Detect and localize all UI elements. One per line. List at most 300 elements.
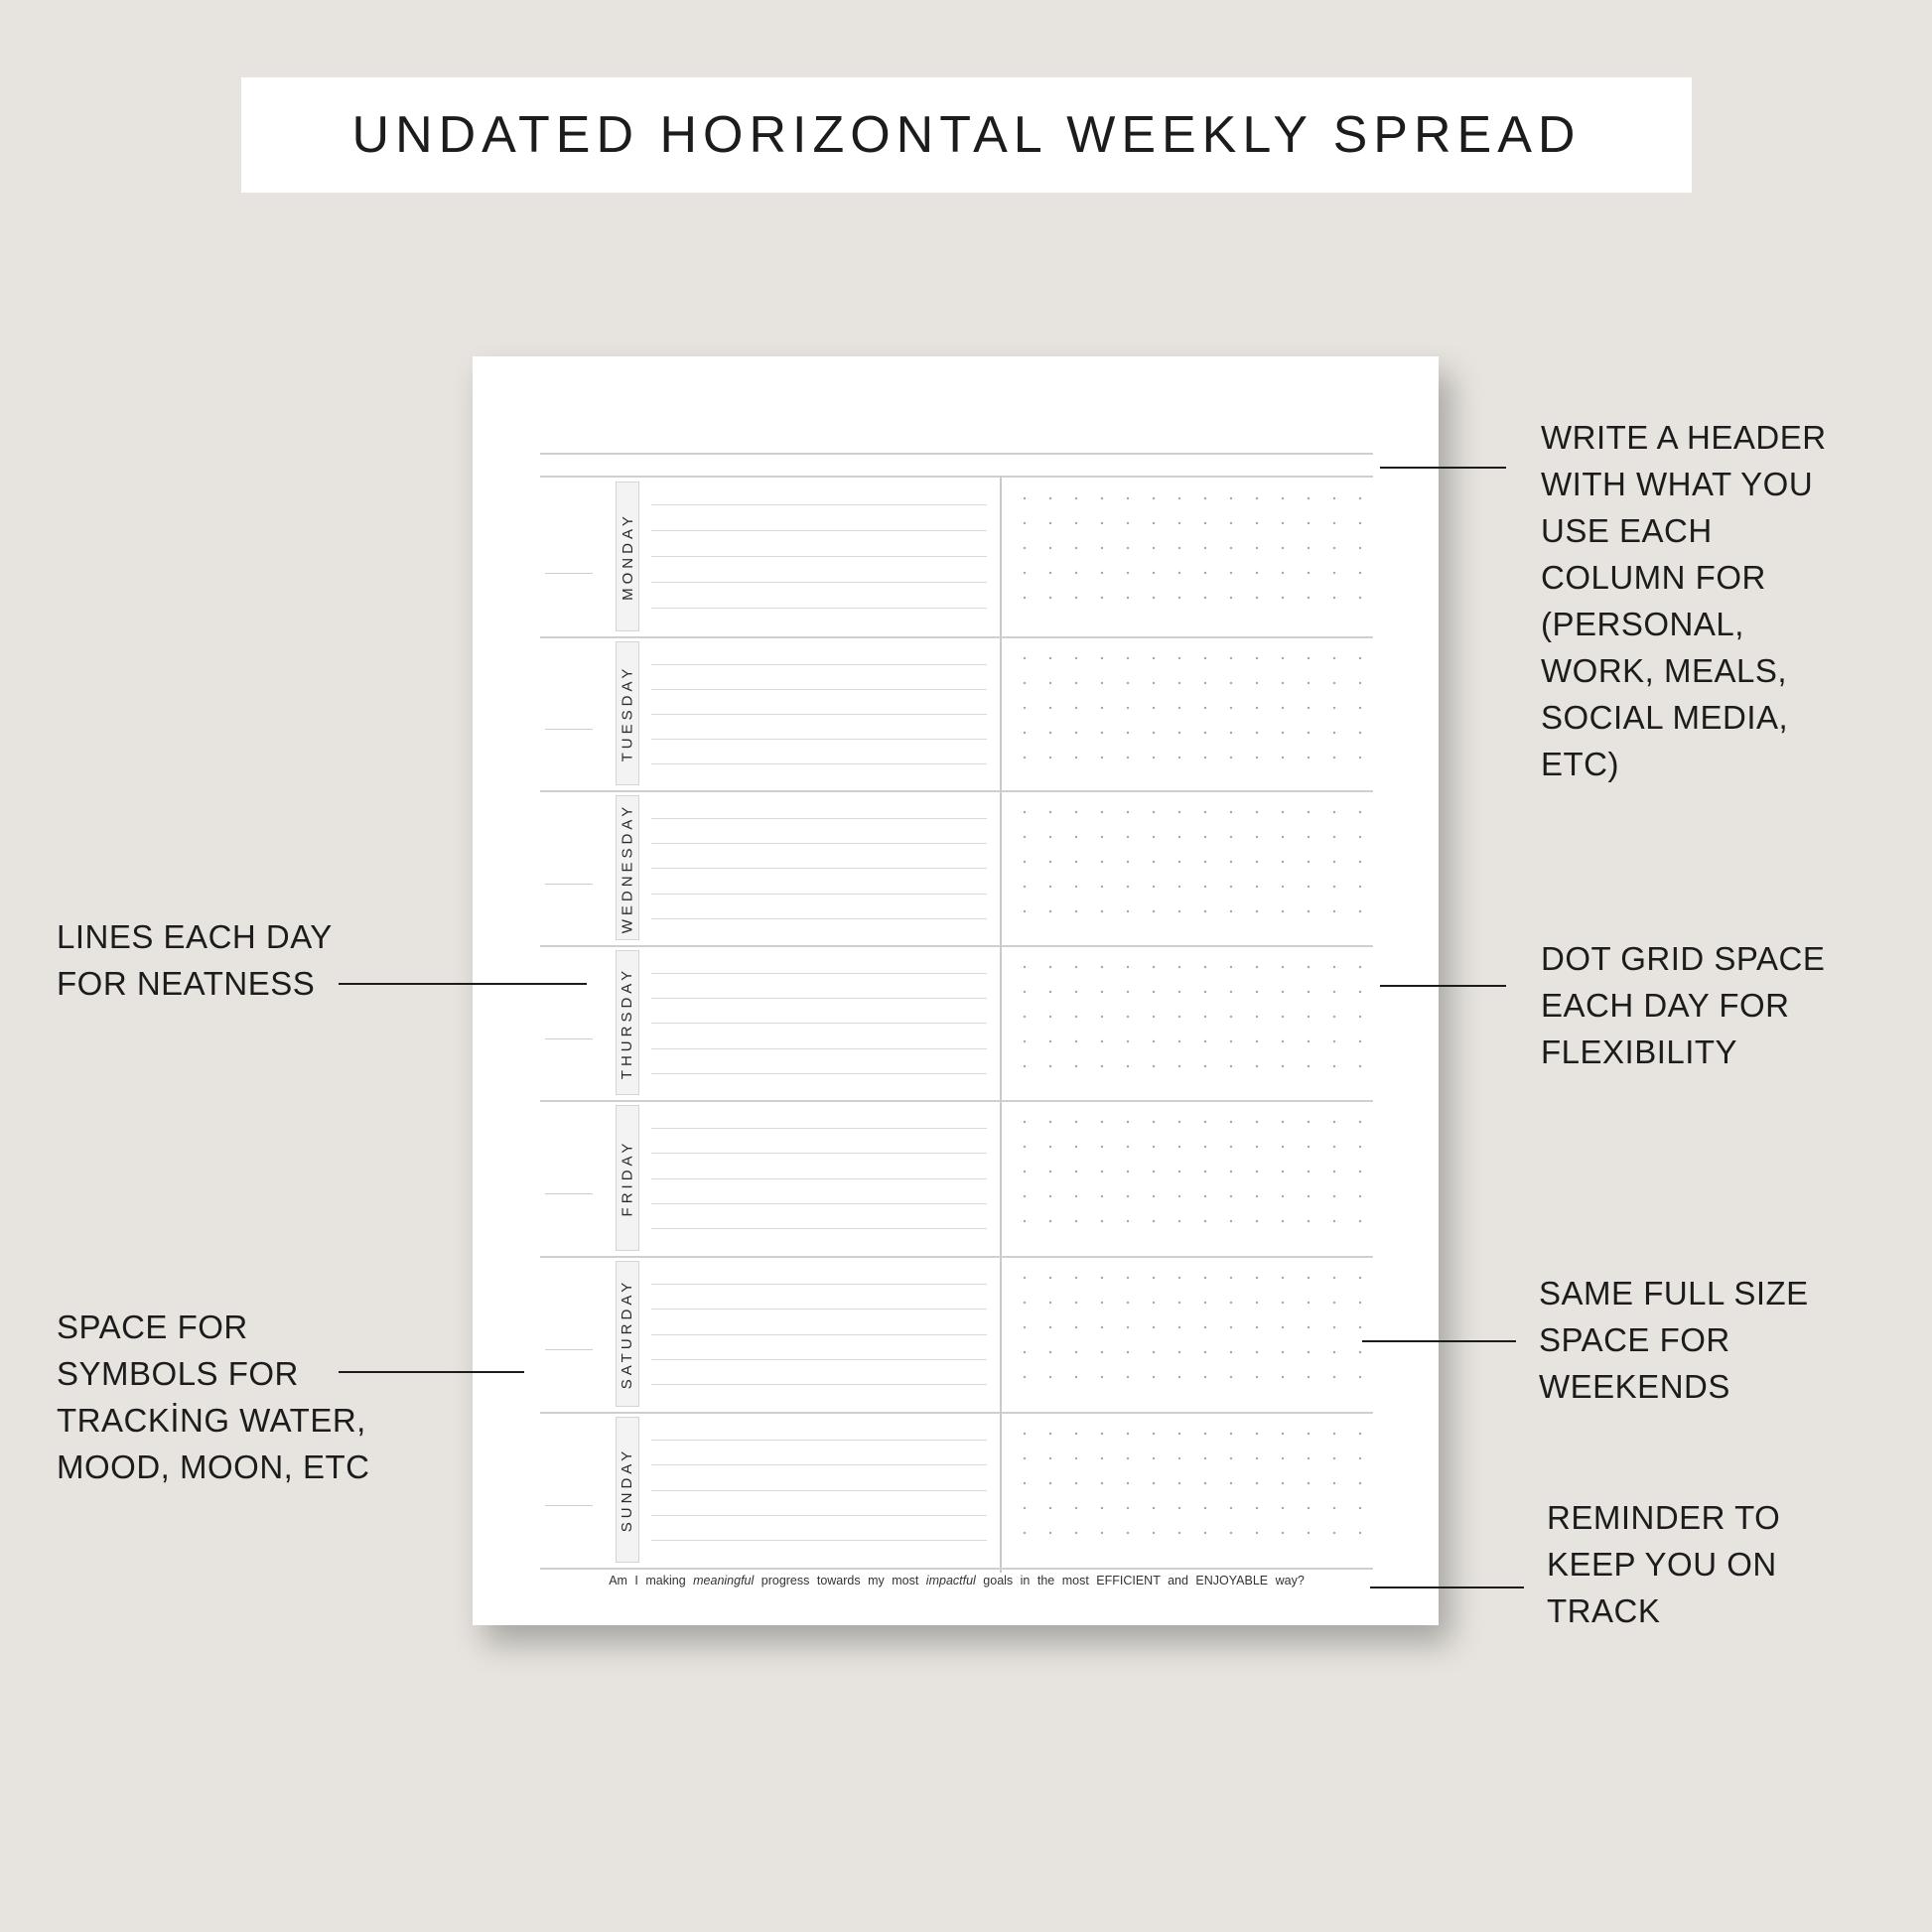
grid-dot bbox=[1256, 682, 1258, 684]
grid-dot bbox=[1256, 547, 1258, 549]
grid-dot bbox=[1282, 657, 1284, 659]
grid-dot bbox=[1282, 522, 1284, 524]
writing-line bbox=[651, 868, 987, 869]
grid-dot bbox=[1153, 1195, 1155, 1197]
grid-dot bbox=[1153, 811, 1155, 813]
annotation-line: SYMBOLS FOR bbox=[57, 1355, 299, 1392]
annotation-line: LINES EACH DAY bbox=[57, 918, 333, 955]
grid-dot bbox=[1153, 1376, 1155, 1378]
grid-dot bbox=[1204, 707, 1206, 709]
grid-dot bbox=[1308, 1482, 1310, 1484]
grid-dot bbox=[1359, 991, 1361, 993]
grid-dot bbox=[1282, 1376, 1284, 1378]
grid-dot bbox=[1075, 572, 1077, 574]
grid-dot bbox=[1282, 1065, 1284, 1067]
grid-dot bbox=[1153, 1302, 1155, 1304]
grid-dot bbox=[1153, 910, 1155, 912]
grid-dot bbox=[1308, 861, 1310, 863]
grid-dot bbox=[1075, 1433, 1077, 1435]
grid-dot bbox=[1075, 991, 1077, 993]
day-separator bbox=[540, 636, 1373, 638]
grid-dot bbox=[1178, 1302, 1180, 1304]
grid-dot bbox=[1230, 1121, 1232, 1123]
grid-dot bbox=[1308, 1195, 1310, 1197]
grid-dot bbox=[1359, 1220, 1361, 1222]
grid-dot bbox=[1075, 657, 1077, 659]
grid-dot bbox=[1204, 572, 1206, 574]
grid-dot bbox=[1204, 1171, 1206, 1173]
title-banner bbox=[241, 77, 1692, 193]
grid-dot bbox=[1153, 707, 1155, 709]
grid-dot bbox=[1101, 886, 1103, 888]
grid-dot bbox=[1204, 497, 1206, 499]
grid-dot bbox=[1256, 991, 1258, 993]
grid-dot bbox=[1049, 572, 1051, 574]
grid-dot bbox=[1230, 757, 1232, 759]
grid-dot bbox=[1230, 1220, 1232, 1222]
grid-dot bbox=[1282, 1121, 1284, 1123]
grid-dot bbox=[1049, 597, 1051, 599]
grid-dot bbox=[1153, 657, 1155, 659]
grid-dot bbox=[1075, 836, 1077, 838]
grid-dot bbox=[1333, 910, 1335, 912]
grid-dot bbox=[1101, 1121, 1103, 1123]
grid-dot bbox=[1230, 572, 1232, 574]
grid-dot bbox=[1178, 572, 1180, 574]
grid-dot bbox=[1024, 1277, 1026, 1279]
writing-line bbox=[651, 998, 987, 999]
grid-dot bbox=[1075, 1040, 1077, 1042]
grid-dot bbox=[1178, 1040, 1180, 1042]
grid-dot bbox=[1101, 861, 1103, 863]
grid-dot bbox=[1024, 1457, 1026, 1459]
grid-dot bbox=[1127, 682, 1129, 684]
annotation-dotgrid bbox=[1541, 935, 1825, 1075]
annotation-line: COLUMN FOR bbox=[1541, 559, 1766, 596]
grid-dot bbox=[1024, 1532, 1026, 1534]
grid-dot bbox=[1153, 886, 1155, 888]
grid-dot bbox=[1333, 1040, 1335, 1042]
grid-dot bbox=[1230, 811, 1232, 813]
writing-line bbox=[651, 1048, 987, 1049]
grid-dot bbox=[1333, 1277, 1335, 1279]
grid-dot bbox=[1333, 732, 1335, 734]
grid-dot bbox=[1282, 707, 1284, 709]
grid-dot bbox=[1178, 1065, 1180, 1067]
grid-dot bbox=[1230, 991, 1232, 993]
annotation-line: DOT GRID SPACE bbox=[1541, 940, 1826, 977]
grid-dot bbox=[1333, 861, 1335, 863]
grid-dot bbox=[1127, 1121, 1129, 1123]
footer-text-1: Am I making bbox=[609, 1574, 694, 1587]
grid-dot bbox=[1204, 1326, 1206, 1328]
grid-dot bbox=[1101, 1376, 1103, 1378]
grid-dot bbox=[1359, 1433, 1361, 1435]
day-tab bbox=[616, 795, 639, 940]
grid-dot bbox=[1230, 1507, 1232, 1509]
grid-dot bbox=[1127, 836, 1129, 838]
grid-dot bbox=[1153, 1326, 1155, 1328]
grid-dot bbox=[1101, 1195, 1103, 1197]
grid-dot bbox=[1204, 1457, 1206, 1459]
grid-dot bbox=[1282, 1326, 1284, 1328]
grid-dot bbox=[1127, 1277, 1129, 1279]
grid-dot bbox=[1049, 1376, 1051, 1378]
writing-line bbox=[651, 1384, 987, 1385]
annotation-line: FOR NEATNESS bbox=[57, 965, 316, 1002]
grid-dot bbox=[1024, 1302, 1026, 1304]
grid-dot bbox=[1153, 836, 1155, 838]
grid-dot bbox=[1178, 707, 1180, 709]
grid-dot bbox=[1359, 1065, 1361, 1067]
grid-dot bbox=[1178, 861, 1180, 863]
grid-dot bbox=[1101, 1433, 1103, 1435]
grid-dot bbox=[1101, 572, 1103, 574]
writing-line bbox=[651, 608, 987, 609]
symbol-tracker-line bbox=[545, 1193, 593, 1194]
grid-dot bbox=[1127, 966, 1129, 968]
writing-line bbox=[651, 1178, 987, 1179]
grid-dot bbox=[1230, 836, 1232, 838]
grid-dot bbox=[1178, 1351, 1180, 1353]
leader-symbols bbox=[339, 1371, 524, 1373]
grid-dot bbox=[1075, 966, 1077, 968]
grid-dot bbox=[1230, 1171, 1232, 1173]
grid-dot bbox=[1153, 522, 1155, 524]
grid-dot bbox=[1359, 522, 1361, 524]
grid-dot bbox=[1333, 572, 1335, 574]
grid-dot bbox=[1024, 1195, 1026, 1197]
grid-dot bbox=[1333, 1065, 1335, 1067]
grid-dot bbox=[1049, 1302, 1051, 1304]
grid-dot bbox=[1282, 1302, 1284, 1304]
grid-dot bbox=[1204, 757, 1206, 759]
grid-dot bbox=[1178, 1507, 1180, 1509]
grid-dot bbox=[1333, 1016, 1335, 1018]
grid-dot bbox=[1204, 1065, 1206, 1067]
grid-dot bbox=[1075, 1351, 1077, 1353]
grid-dot bbox=[1024, 657, 1026, 659]
grid-dot bbox=[1127, 910, 1129, 912]
grid-dot bbox=[1256, 497, 1258, 499]
annotation-line: SPACE FOR bbox=[57, 1309, 248, 1345]
grid-dot bbox=[1101, 991, 1103, 993]
symbol-tracker-line bbox=[545, 1505, 593, 1506]
grid-dot bbox=[1256, 1302, 1258, 1304]
grid-dot bbox=[1178, 1016, 1180, 1018]
grid-dot bbox=[1127, 1433, 1129, 1435]
grid-dot bbox=[1204, 836, 1206, 838]
grid-dot bbox=[1230, 1351, 1232, 1353]
grid-dot bbox=[1101, 966, 1103, 968]
grid-dot bbox=[1333, 1326, 1335, 1328]
grid-dot bbox=[1333, 1302, 1335, 1304]
day-separator bbox=[540, 790, 1373, 792]
footer-text-2: progress towards my most bbox=[754, 1574, 926, 1587]
grid-dot bbox=[1204, 1040, 1206, 1042]
grid-dot bbox=[1282, 757, 1284, 759]
grid-dot bbox=[1359, 1482, 1361, 1484]
grid-dot bbox=[1204, 1433, 1206, 1435]
grid-dot bbox=[1256, 1326, 1258, 1328]
day-tab bbox=[616, 1261, 639, 1407]
grid-dot bbox=[1230, 1195, 1232, 1197]
grid-dot bbox=[1153, 966, 1155, 968]
grid-dot bbox=[1075, 732, 1077, 734]
annotation-line: SPACE FOR bbox=[1539, 1321, 1730, 1358]
grid-dot bbox=[1308, 886, 1310, 888]
grid-dot bbox=[1256, 1065, 1258, 1067]
annotation-line: MOOD, MOON, ETC bbox=[57, 1449, 370, 1485]
grid-dot bbox=[1153, 1507, 1155, 1509]
day-separator bbox=[540, 1256, 1373, 1258]
grid-dot bbox=[1359, 1457, 1361, 1459]
grid-dot bbox=[1204, 657, 1206, 659]
grid-dot bbox=[1024, 1220, 1026, 1222]
grid-dot bbox=[1049, 732, 1051, 734]
grid-dot bbox=[1178, 886, 1180, 888]
footer-emphasis-2: impactful bbox=[925, 1574, 976, 1587]
grid-dot bbox=[1230, 910, 1232, 912]
grid-dot bbox=[1024, 811, 1026, 813]
grid-dot bbox=[1178, 732, 1180, 734]
grid-dot bbox=[1075, 707, 1077, 709]
grid-dot bbox=[1153, 497, 1155, 499]
grid-dot bbox=[1049, 707, 1051, 709]
grid-dot bbox=[1049, 757, 1051, 759]
grid-dot bbox=[1049, 861, 1051, 863]
grid-dot bbox=[1101, 836, 1103, 838]
grid-dot bbox=[1024, 597, 1026, 599]
grid-dot bbox=[1308, 1376, 1310, 1378]
grid-dot bbox=[1282, 547, 1284, 549]
writing-line bbox=[651, 714, 987, 715]
grid-dot bbox=[1333, 1482, 1335, 1484]
grid-dot bbox=[1075, 522, 1077, 524]
grid-dot bbox=[1024, 1482, 1026, 1484]
grid-dot bbox=[1127, 1065, 1129, 1067]
grid-dot bbox=[1075, 1532, 1077, 1534]
day-label: SUNDAY bbox=[619, 1447, 636, 1533]
grid-dot bbox=[1333, 886, 1335, 888]
grid-dot bbox=[1178, 1376, 1180, 1378]
grid-dot bbox=[1282, 1457, 1284, 1459]
grid-dot bbox=[1230, 886, 1232, 888]
dot-grid bbox=[1021, 1266, 1378, 1402]
grid-dot bbox=[1178, 522, 1180, 524]
grid-dot bbox=[1178, 1220, 1180, 1222]
grid-dot bbox=[1204, 861, 1206, 863]
grid-dot bbox=[1153, 1016, 1155, 1018]
annotation-line: WITH WHAT YOU bbox=[1541, 466, 1814, 502]
grid-dot bbox=[1359, 1040, 1361, 1042]
grid-dot bbox=[1256, 1351, 1258, 1353]
grid-dot bbox=[1178, 1195, 1180, 1197]
grid-dot bbox=[1282, 1482, 1284, 1484]
footer-text-3: goals in the most EFFICIENT and ENJOYABLE way? bbox=[975, 1574, 1305, 1587]
grid-dot bbox=[1101, 707, 1103, 709]
grid-dot bbox=[1075, 1146, 1077, 1148]
grid-dot bbox=[1359, 757, 1361, 759]
grid-dot bbox=[1256, 707, 1258, 709]
grid-dot bbox=[1024, 886, 1026, 888]
annotation-line: ETC) bbox=[1541, 746, 1619, 782]
day-separator bbox=[540, 1100, 1373, 1102]
grid-dot bbox=[1075, 1302, 1077, 1304]
grid-dot bbox=[1256, 1016, 1258, 1018]
grid-dot bbox=[1282, 836, 1284, 838]
grid-dot bbox=[1101, 497, 1103, 499]
grid-dot bbox=[1153, 682, 1155, 684]
grid-dot bbox=[1359, 1195, 1361, 1197]
grid-dot bbox=[1024, 1040, 1026, 1042]
day-label: SATURDAY bbox=[619, 1278, 636, 1390]
grid-dot bbox=[1204, 910, 1206, 912]
grid-dot bbox=[1359, 1326, 1361, 1328]
grid-dot bbox=[1127, 991, 1129, 993]
grid-dot bbox=[1282, 966, 1284, 968]
header-line-bottom bbox=[540, 476, 1373, 478]
grid-dot bbox=[1101, 547, 1103, 549]
grid-dot bbox=[1256, 1507, 1258, 1509]
writing-line bbox=[651, 973, 987, 974]
grid-dot bbox=[1256, 1277, 1258, 1279]
grid-dot bbox=[1256, 572, 1258, 574]
planner-bottom-line bbox=[540, 1568, 1373, 1570]
leader-header bbox=[1380, 467, 1506, 469]
grid-dot bbox=[1049, 1121, 1051, 1123]
grid-dot bbox=[1075, 1195, 1077, 1197]
grid-dot bbox=[1204, 1016, 1206, 1018]
grid-dot bbox=[1230, 597, 1232, 599]
grid-dot bbox=[1049, 1195, 1051, 1197]
grid-dot bbox=[1101, 1171, 1103, 1173]
annotation-line: WORK, MEALS, bbox=[1541, 652, 1788, 689]
grid-dot bbox=[1359, 1376, 1361, 1378]
grid-dot bbox=[1101, 811, 1103, 813]
grid-dot bbox=[1075, 811, 1077, 813]
grid-dot bbox=[1333, 1121, 1335, 1123]
grid-dot bbox=[1230, 1065, 1232, 1067]
grid-dot bbox=[1178, 547, 1180, 549]
grid-dot bbox=[1308, 1277, 1310, 1279]
day-label: WEDNESDAY bbox=[619, 802, 636, 933]
grid-dot bbox=[1127, 811, 1129, 813]
grid-dot bbox=[1230, 1302, 1232, 1304]
grid-dot bbox=[1127, 657, 1129, 659]
grid-dot bbox=[1230, 682, 1232, 684]
symbol-tracker-line bbox=[545, 1038, 593, 1039]
leader-dotgrid bbox=[1380, 985, 1506, 987]
grid-dot bbox=[1127, 572, 1129, 574]
day-label: TUESDAY bbox=[619, 664, 636, 762]
grid-dot bbox=[1230, 1433, 1232, 1435]
annotation-line: REMINDER TO bbox=[1547, 1499, 1781, 1536]
grid-dot bbox=[1204, 886, 1206, 888]
dot-grid bbox=[1021, 646, 1378, 780]
writing-line bbox=[651, 1359, 987, 1360]
grid-dot bbox=[1282, 732, 1284, 734]
grid-dot bbox=[1101, 522, 1103, 524]
grid-dot bbox=[1204, 991, 1206, 993]
grid-dot bbox=[1153, 1277, 1155, 1279]
grid-dot bbox=[1308, 1302, 1310, 1304]
grid-dot bbox=[1178, 836, 1180, 838]
writing-line bbox=[651, 504, 987, 505]
grid-dot bbox=[1256, 1457, 1258, 1459]
writing-line bbox=[651, 556, 987, 557]
grid-dot bbox=[1359, 1507, 1361, 1509]
grid-dot bbox=[1256, 861, 1258, 863]
grid-dot bbox=[1282, 811, 1284, 813]
annotation-line: WRITE A HEADER bbox=[1541, 419, 1827, 456]
header-line-top bbox=[540, 453, 1373, 455]
grid-dot bbox=[1178, 757, 1180, 759]
grid-dot bbox=[1127, 1326, 1129, 1328]
grid-dot bbox=[1049, 1482, 1051, 1484]
grid-dot bbox=[1282, 1016, 1284, 1018]
grid-dot bbox=[1075, 597, 1077, 599]
grid-dot bbox=[1333, 707, 1335, 709]
writing-line bbox=[651, 1490, 987, 1491]
writing-line bbox=[651, 689, 987, 690]
grid-dot bbox=[1204, 547, 1206, 549]
grid-dot bbox=[1308, 682, 1310, 684]
grid-dot bbox=[1101, 1302, 1103, 1304]
grid-dot bbox=[1049, 547, 1051, 549]
grid-dot bbox=[1359, 910, 1361, 912]
grid-dot bbox=[1127, 1532, 1129, 1534]
grid-dot bbox=[1256, 1482, 1258, 1484]
grid-dot bbox=[1127, 1351, 1129, 1353]
grid-dot bbox=[1024, 1507, 1026, 1509]
grid-dot bbox=[1178, 497, 1180, 499]
grid-dot bbox=[1308, 966, 1310, 968]
grid-dot bbox=[1359, 861, 1361, 863]
grid-dot bbox=[1204, 1220, 1206, 1222]
page-title: UNDATED HORIZONTAL WEEKLY SPREAD bbox=[351, 106, 1582, 164]
grid-dot bbox=[1178, 1433, 1180, 1435]
grid-dot bbox=[1359, 1277, 1361, 1279]
grid-dot bbox=[1024, 836, 1026, 838]
grid-dot bbox=[1049, 1457, 1051, 1459]
grid-dot bbox=[1075, 757, 1077, 759]
grid-dot bbox=[1308, 707, 1310, 709]
grid-dot bbox=[1049, 811, 1051, 813]
grid-dot bbox=[1230, 1040, 1232, 1042]
leader-lines bbox=[339, 983, 587, 985]
grid-dot bbox=[1256, 811, 1258, 813]
grid-dot bbox=[1256, 522, 1258, 524]
annotation-reminder bbox=[1547, 1494, 1780, 1634]
annotation-header bbox=[1541, 414, 1827, 787]
grid-dot bbox=[1049, 1532, 1051, 1534]
grid-dot bbox=[1075, 497, 1077, 499]
grid-dot bbox=[1127, 522, 1129, 524]
symbol-tracker-line bbox=[545, 884, 593, 885]
grid-dot bbox=[1101, 757, 1103, 759]
grid-dot bbox=[1101, 1220, 1103, 1222]
grid-dot bbox=[1049, 836, 1051, 838]
grid-dot bbox=[1127, 1195, 1129, 1197]
grid-dot bbox=[1230, 497, 1232, 499]
grid-dot bbox=[1153, 991, 1155, 993]
grid-dot bbox=[1256, 757, 1258, 759]
grid-dot bbox=[1049, 1065, 1051, 1067]
annotation-line: TRACK bbox=[1547, 1592, 1661, 1629]
writing-line bbox=[651, 1440, 987, 1441]
grid-dot bbox=[1024, 910, 1026, 912]
